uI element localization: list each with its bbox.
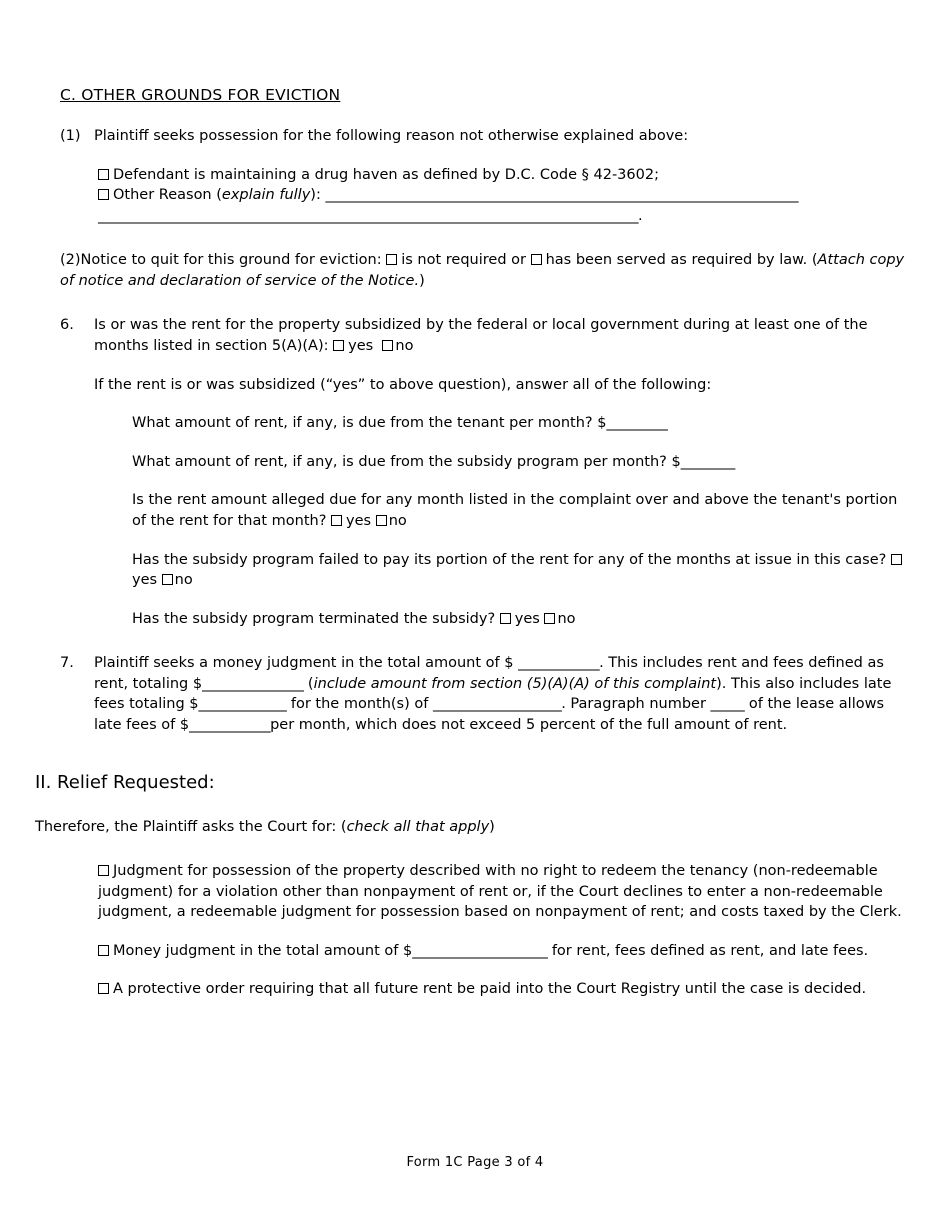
relief-intro-post: ) <box>489 818 495 835</box>
item-6-no-label: no <box>395 338 414 355</box>
relief-option-3-label: A protective order requiring that all future rent be paid into the Court Registry until the case is decided. <box>113 981 867 998</box>
item-7-t7: of the lease allows late fees of $ <box>94 696 885 733</box>
checkbox-relief-protective-order[interactable] <box>98 983 109 994</box>
page-content <box>35 86 908 1000</box>
item-7-blank-months[interactable]: ___________________ <box>432 696 562 713</box>
relief-option-2-blank[interactable]: ____________________ <box>412 942 548 959</box>
checkbox-drug-haven[interactable] <box>98 169 109 180</box>
item-1-text: Plaintiff seeks possession for the following reason not otherwise explained above: <box>94 128 689 144</box>
item-2-option-2: has been served as required by law. ( <box>545 252 818 269</box>
subquestion-subsidy-amount <box>132 452 908 473</box>
relief-intro-pre: Therefore, the Plaintiff asks the Court for: ( <box>35 818 347 835</box>
item-6-body <box>94 315 908 629</box>
item-2-tail-close: ) <box>419 272 425 289</box>
relief-intro-italic: check all that apply <box>346 818 490 835</box>
item-6-conditional: If the rent is or was subsidized (“yes” to above question), answer all of the following: <box>94 376 712 393</box>
subq3-text: Is the rent amount alleged due for any month listed in the complaint over and above the tenant's portion of the rent for that month? <box>132 492 898 529</box>
subq1-text: What amount of rent, if any, is due from the tenant per month? $ <box>132 415 607 432</box>
section-c-item-2 <box>60 250 908 291</box>
numbered-item-6 <box>60 315 908 629</box>
item-7-number: 7. <box>60 655 74 672</box>
subquestion-over-tenant-portion <box>132 490 908 531</box>
item-6-intro: Is or was the rent for the property subsidized by the federal or local government during at least one of the months listed in section 5(A)(A): <box>94 317 868 355</box>
item-1-options <box>98 165 908 227</box>
relief-option-1-label: Judgment for possession of the property described with no right to redeem the tenancy (non-redeemable judgment) for a violation other than nonpayment of rent or, if the Court declines to enter a non-redeemable judgment, a redeemable judgment for possession based on nonpayment of rent; and costs taxed by the Clerk. <box>98 863 902 921</box>
other-reason-label-post: ): <box>310 187 326 204</box>
section-c-item-1 <box>60 126 908 147</box>
subq4-no: no <box>174 572 193 589</box>
relief-option-2-pre: Money judgment in the total amount of $ <box>113 942 413 959</box>
subq2-text: What amount of rent, if any, is due from the subsidy program per month? $ <box>132 453 681 470</box>
subq4-text: Has the subsidy program failed to pay its portion of the rent for any of the months at issue in this case? <box>132 551 891 568</box>
section-heading-ii: II. Relief Requested: <box>35 771 215 793</box>
item-7-t5: for the month(s) of <box>286 696 433 713</box>
item-2-option-1: is not required or <box>401 252 531 269</box>
checkbox-relief-money-judgment[interactable] <box>98 945 109 956</box>
relief-intro <box>35 817 908 838</box>
drug-haven-option-row <box>98 165 908 186</box>
checkbox-subsidized-yes[interactable] <box>333 340 344 351</box>
page-footer: Form 1C Page 3 of 4 <box>406 1155 544 1170</box>
checkbox-subsidized-no[interactable] <box>382 340 393 351</box>
relief-option-possession <box>98 861 908 923</box>
checkbox-notice-not-required[interactable] <box>386 254 397 265</box>
checkbox-q3-yes[interactable] <box>331 515 342 526</box>
item-6-subquestions <box>132 413 908 629</box>
item-7-t6: . Paragraph number <box>561 696 711 713</box>
subq5-no: no <box>557 610 576 627</box>
item-2-text-pre: Notice to quit for this ground for eviction: <box>80 252 387 269</box>
item-7-blank-latefees[interactable]: _____________ <box>198 696 287 713</box>
checkbox-q4-yes[interactable] <box>891 554 902 565</box>
item-7-blank-total[interactable]: ____________ <box>518 655 600 672</box>
subq4-yes: yes <box>132 572 158 589</box>
item-1-marker: (1) <box>60 128 81 144</box>
subquestion-tenant-amount <box>132 413 908 434</box>
other-reason-label-pre: Other Reason ( <box>113 187 222 204</box>
numbered-item-7 <box>60 653 908 735</box>
item-2-marker: (2) <box>60 252 81 269</box>
section-heading-c: C. OTHER GROUNDS FOR EVICTION <box>60 86 341 104</box>
drug-haven-label: Defendant is maintaining a drug haven as defined by D.C. Code § 42-3602; <box>113 166 659 183</box>
subquestion-terminated-subsidy <box>132 609 908 630</box>
item-7-blank-paragraph[interactable]: _____ <box>710 696 745 713</box>
subq3-yes: yes <box>346 512 372 529</box>
item-7-body <box>94 653 908 735</box>
checkbox-relief-possession[interactable] <box>98 865 109 876</box>
subq3-no: no <box>388 512 407 529</box>
item-7-italic-note: include amount from section (5)(A)(A) of this complaint <box>313 675 717 692</box>
item-6-yes-label: yes <box>348 338 374 355</box>
relief-option-2-post: for rent, fees defined as rent, and late fees. <box>547 942 869 959</box>
subq5-text: Has the subsidy program terminated the subsidy? <box>132 610 500 627</box>
item-7-t3: ( <box>303 675 314 692</box>
checkbox-other-reason[interactable] <box>98 189 109 200</box>
other-reason-fill-line-1[interactable]: ______________________________________________________________________ <box>325 187 798 204</box>
checkbox-notice-served[interactable] <box>531 254 542 265</box>
item-7-t2: . This includes rent and fees defined as rent, totaling $ <box>94 655 884 692</box>
other-reason-fill-row-2 <box>98 206 908 227</box>
item-7-t1: Plaintiff seeks a money judgment in the total amount of $ <box>94 655 519 672</box>
relief-options <box>98 861 908 1000</box>
item-7-blank-rent[interactable]: _______________ <box>202 675 304 692</box>
relief-option-protective-order <box>98 979 908 1000</box>
checkbox-q4-no[interactable] <box>162 574 173 585</box>
subquestion-failed-to-pay <box>132 550 908 591</box>
subq1-blank[interactable]: _________ <box>606 415 668 432</box>
item-6-number: 6. <box>60 317 74 334</box>
subq2-blank[interactable]: ________ <box>680 453 735 470</box>
checkbox-q3-no[interactable] <box>376 515 387 526</box>
checkbox-q5-no[interactable] <box>544 613 555 624</box>
other-reason-option-row <box>98 185 908 206</box>
other-reason-fill-line-2[interactable]: ________________________________________________________________________________. <box>98 207 643 224</box>
item-7-blank-permonth[interactable]: ____________ <box>189 716 271 733</box>
other-reason-label-italic: explain fully <box>221 187 311 204</box>
item-2-italic-tail: Attach copy of notice and declaration of service of the Notice. <box>60 252 905 289</box>
subq5-yes: yes <box>514 610 540 627</box>
checkbox-q5-yes[interactable] <box>500 613 511 624</box>
relief-option-money-judgment <box>98 941 908 962</box>
item-7-t4: ). This also includes late fees totaling $ <box>94 675 892 713</box>
item-7-t8: per month, which does not exceed 5 percent of the full amount of rent. <box>270 716 788 733</box>
